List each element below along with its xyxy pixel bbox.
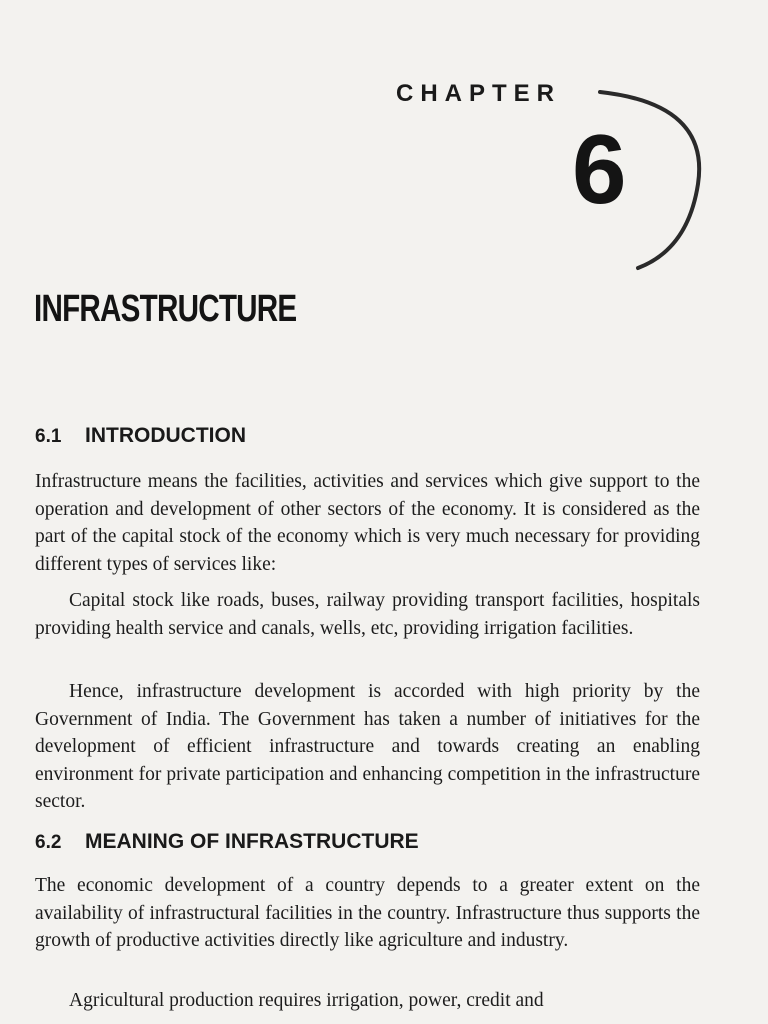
chapter-number: 6 <box>572 114 627 224</box>
section-heading-meaning <box>35 830 419 854</box>
paragraph: Agricultural production requires irrigation, power, credit and <box>69 990 544 1011</box>
section-number: 6.2 <box>35 832 62 853</box>
section-number: 6.1 <box>35 426 62 447</box>
paragraph: Capital stock like roads, buses, railway providing transport facilities, hospitals providing health service and canals, wells, etc, providing irrigation facilities. <box>35 590 700 639</box>
chapter-title: INFRASTRUCTURE <box>34 288 297 330</box>
paragraph: Infrastructure means the facilities, activities and services which give support to the operation and development of other sectors of the economy. It is considered as the part of the capital stock of the economy which is very much necessary for providing different types of services like: <box>35 471 700 575</box>
chapter-label: CHAPTER <box>396 80 562 107</box>
section-title: INTRODUCTION <box>85 424 246 447</box>
paragraph: The economic development of a country depends to a greater extent on the availability of infrastructural facilities in the country. Infrastructure thus supports the growth of productive activities directly like agriculture and industry. <box>35 875 700 951</box>
section-heading-introduction <box>35 424 246 448</box>
section-title: MEANING OF INFRASTRUCTURE <box>85 830 419 853</box>
paragraph: Hence, infrastructure development is accorded with high priority by the Government of India. The Government has taken a number of initiatives for the development of efficient infrastructure and towards creating an enabling environment for private participation and enhancing competition in the infrastructure sector. <box>35 681 700 812</box>
